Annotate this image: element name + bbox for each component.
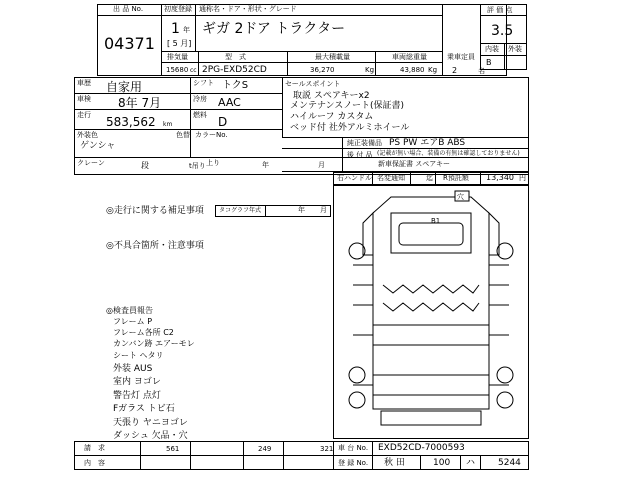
sales-line-3: ハイルーフ カスタム (290, 112, 374, 122)
type-label: 型 式 (225, 53, 246, 61)
eval-label: 評 価 点 (487, 6, 513, 14)
model-label: 通称名・ドア・形状・グレード (199, 5, 297, 13)
tacho-year: 年 (298, 206, 305, 214)
exterior-color-value: ゲンシャ (80, 141, 116, 151)
aftermarket-label: 後 付 品 (347, 151, 373, 159)
interior-label: 内装 (485, 45, 499, 53)
first-reg-label: 初度登録 (164, 5, 192, 13)
inspector-label: ◎検査員報告 (106, 306, 153, 315)
defects-label: ◎不具合箇所・注意事項 (106, 241, 204, 251)
cc-unit: cc (190, 67, 197, 74)
inspector-line-9: 天張り ヤニヨゴレ (113, 418, 188, 428)
footer-value-2: 249 (258, 445, 272, 453)
displacement-value: 15680 (166, 66, 189, 74)
year-unit: 年 (183, 26, 190, 34)
seikyu-label: 請 求 (84, 444, 105, 452)
gross-label: 車両総重量 (392, 53, 427, 61)
lot-number: 04371 (104, 34, 155, 53)
fuel-value: D (218, 115, 228, 129)
sales-line-4: ベッド付 社外アルミホイール (290, 123, 410, 133)
exterior-label: 外装 (508, 45, 522, 53)
km-unit: km (163, 121, 173, 128)
recycle-value: 13,340 (486, 173, 514, 182)
usage-value: 自家用 (106, 80, 143, 94)
shift-value: トクS (222, 80, 249, 91)
color-change-label: 色替 (176, 131, 190, 139)
naiyo-label: 内 容 (84, 459, 105, 467)
inspector-line-4: シート ヘタリ (113, 351, 164, 360)
inspector-line-1: フレーム P (113, 317, 153, 326)
chassis-label: 車 台 No. (338, 444, 369, 452)
capacity-unit: 名 (478, 67, 485, 75)
truck-diagram (333, 185, 529, 439)
fuel-label: 燃料 (193, 111, 207, 119)
reg-kana: ハ (466, 458, 476, 468)
sales-line-2: メンテナンスノート(保証書) (290, 101, 405, 111)
crane-agari: 上り (206, 159, 220, 167)
reg-class: 100 (433, 458, 451, 468)
inspector-line-5: 外装 AUS (113, 364, 153, 374)
model-name: ギガ 2ドア トラクター (202, 21, 346, 37)
max-load-value: 36,270 (310, 66, 335, 74)
equipment-note: (記載が無い場合、装備の有無は確認しておりません) (377, 150, 520, 157)
tacho-label: タコグラフ年式 (219, 207, 262, 214)
displacement-label: 排気量 (167, 53, 188, 61)
reg-number: 5244 (498, 458, 521, 468)
crane-month: 月 (318, 161, 325, 169)
recycle-label: R預託額 (443, 174, 469, 182)
inspector-line-10: ダッシュ 欠品・穴 (113, 431, 188, 441)
kg-unit-2: Kg (428, 66, 438, 74)
sales-label: セールスポイント (285, 80, 341, 88)
inspection-value: 8年 7月 (118, 96, 162, 110)
mileage-value: 583,562 (106, 115, 156, 129)
supplement-label: ◎走行に関する補足事項 (106, 206, 204, 216)
equipment-value: PS PW エアB ABS (389, 138, 466, 148)
reg-area: 秋 田 (384, 458, 405, 468)
damage-label-b1: B1 (431, 217, 441, 225)
lot-label: 出 品 No. (113, 5, 144, 13)
recycle-unit: 円 (519, 174, 526, 182)
interior-value: B (486, 58, 492, 67)
max-load-label: 最大積載量 (315, 53, 350, 61)
usage-label: 車歴 (77, 79, 91, 87)
inspector-line-6: 室内 ヨゴレ (113, 377, 161, 387)
crane-year: 年 (262, 161, 269, 169)
eval-score: 3.5 (491, 23, 514, 39)
type-value: 2PG-EXD52CD (202, 65, 267, 75)
inspector-line-3: カンバン跡 エアーモレ (113, 339, 195, 348)
inspector-line-7: 警告灯 点灯 (113, 391, 161, 401)
ac-value: AAC (218, 96, 241, 109)
inspector-line-2: フレーム各所 C2 (113, 328, 174, 337)
first-reg-month: [ 5 月] (167, 39, 192, 48)
shift-label: シフト (193, 79, 214, 87)
crane-label: クレーン (77, 159, 105, 167)
color-no-label: カラーNo. (195, 131, 228, 139)
ac-label: 冷房 (193, 95, 207, 103)
footer-value-3: 321 (320, 445, 334, 453)
inspector-line-8: Fガラス トビ石 (113, 404, 175, 414)
first-reg-year: 1 (171, 21, 180, 37)
equipment-label: 純正装備品 (347, 139, 382, 147)
reg-label: 登 録 No. (338, 459, 369, 467)
handle-value: 右ハンドル (337, 174, 372, 182)
capacity-value: 2 (452, 66, 458, 75)
name-change-label: 名変通知 (377, 174, 405, 182)
damage-label-a: 穴 (457, 193, 464, 201)
tool-label: 新車保証書 スペアキー (378, 160, 450, 168)
tacho-month: 月 (320, 206, 327, 214)
footer-value-1: 561 (166, 445, 180, 453)
gross-value: 43,880 (400, 66, 425, 74)
chassis-value: EXD52CD-7000593 (378, 443, 465, 453)
capacity-label: 乗車定員 (447, 53, 475, 61)
kg-unit-1: Kg (365, 66, 375, 74)
sales-line-1: 取説 スペアキーx2 (293, 91, 370, 101)
mileage-label: 走行 (77, 111, 91, 119)
crane-dan: 段 (141, 161, 149, 170)
crane-tsuri: t吊り (189, 162, 206, 170)
inspection-label: 車検 (77, 95, 91, 103)
until-label: 迄 (426, 174, 433, 182)
exterior-color-label: 外装色 (77, 131, 98, 139)
